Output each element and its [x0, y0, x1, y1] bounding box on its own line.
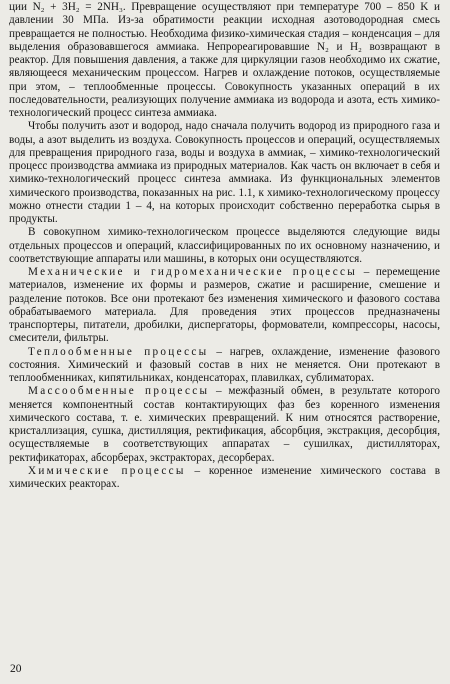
paragraph-mass-exchange: [9, 385, 440, 465]
paragraph-text: В совокупном химико-технологическом процессе выделяются следующие виды отдельных процессов и операций, классифицированных по их основному назначению, и соответствующие аппараты или машины, в которых они осуществляются.: [9, 226, 440, 265]
paragraph-text: – нагрев, охлаждение, изменение фазового состояния. Химический и фазовый состав в них не меняется. Они протекают в теплообменниках, кипятильниках, конденсаторах, плавилках, сублиматорах.: [9, 345, 441, 384]
paragraph-mechanical-processes: [9, 266, 440, 346]
paragraph-raw-materials: [9, 120, 440, 226]
paragraph-text: ции N₂ + 3H₂ = 2NH₃. Превращение осуществляют при температуре 700 – 850 K и давлении 30 МПа. Из-за обратимости реакции исходная азотоводородная смесь превращается не полностью. Необходима физико-химическая стадия – конденсация – для выделения образовавшегося аммиака. Непрореагировавшие N₂ и H₂ возвращают в реактор. Для повышения давления, а также для циркуляции газов необходимо их сжатие, являющееся механическим процессом. Нагрев и охлаждение потоков, осуществляемые при этом, – теплообменные процессы. Совокупность указанных операций в их последовательности, реализующих получение аммиака из водорода и азота, есть химико-технологический процесс синтеза аммиака.: [9, 1, 440, 119]
paragraph-text: Чтобы получить азот и водород, надо сначала получить водород из природного газа и воды, а азот выделить из воздуха. Совокупность процессов и операций, осуществляемых для превращения природного газа, воды и воздуха в аммиак, – химико-технологический процесс производства аммиака из природных материалов. Как часть он включает в себя и химико-технологический процесс синтеза аммиака. Из функциональных элементов химического производства, показанных на рис. 1.1, к химико-технологическому процессу можно отнести стадии 1 – 4, на которых происходит собственно переработка сырья в продукты.: [9, 120, 440, 225]
paragraph-ammonia-synthesis: [9, 1, 440, 120]
term-chemical-processes: Химические процессы: [28, 464, 186, 477]
paragraph-process-types: [9, 226, 440, 266]
paragraph-text: – межфазный обмен, в результате которого меняется компонентный состав контактирующих фаз без коренного изменения химического состава, т. е. химических превращений. К ним относятся растворение, кристаллизация, сушка, дистилляция, ректификация, абсорбция, экстракция, десорбция, осуществляемые в соответствующих аппаратах – сушилках, дистилляторах, ректификаторах, абсорберах, экстракторах, десорберах.: [9, 385, 440, 464]
body-text: [9, 1, 440, 491]
term-mechanical-processes: Механические и гидромеханические процессы: [28, 266, 358, 278]
paragraph-heat-exchange: [9, 346, 440, 386]
paragraph-text: – коренное изменение химического состава в химических реакторах.: [9, 464, 440, 490]
paragraph-text: – перемещение материалов, изменение их формы и размеров, сжатие и расширение, смешение и разделение потоков. Все они протекают без изменения химического и фазового состава обрабатываемого материала. Для проведения этих процессов предназначены транспортеры, питатели, дробилки, диспергаторы, формователи, компрессоры, насосы, смесители, фильтры.: [9, 266, 440, 345]
term-heat-exchange-processes: Теплообменные процессы: [28, 345, 209, 358]
page-number: 20: [10, 663, 22, 675]
paragraph-chemical-processes: [9, 465, 440, 492]
term-mass-exchange-processes: Массообменные процессы: [28, 385, 210, 398]
